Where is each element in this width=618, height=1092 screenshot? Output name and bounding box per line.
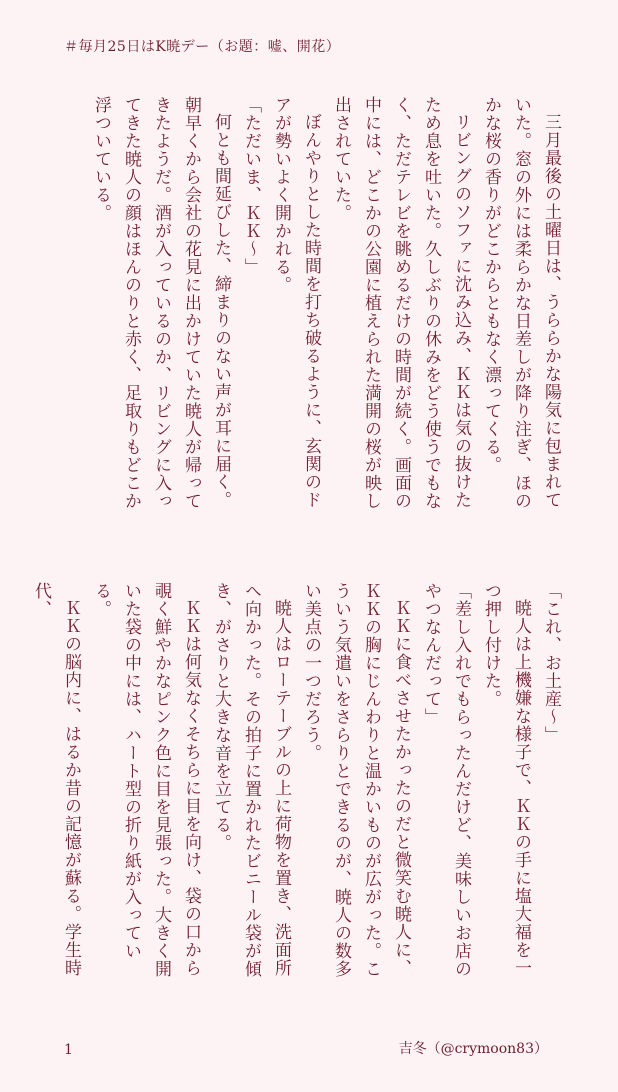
page-header-title: ＃毎月25日はK暁デー（お題：嘘、開花） (64, 39, 341, 55)
paragraph: ＫＫに食べさせたかったのだと微笑む暁人に、ＫＫの胸にじんわりと温かいものが広がった。こういう気遣いをさらりとできるのが、暁人の数多い美点の一つだろう。 (301, 582, 411, 978)
paragraph: 暁人はローテーブルの上に荷物を置き、洗面所へ向かった。その拍子に置かれたビニール袋が傾き、がさりと大きな音を立てる。 (211, 582, 291, 978)
dialogue-line: 「これ、お土産〜」 (541, 582, 561, 744)
paragraph: ぼんやりとした時間を打ち破るように、玄関のドアが勢いよく開かれる。 (271, 96, 321, 509)
body-text-lower (31, 582, 566, 992)
author-credit: 吉冬（@crymoon83） (398, 1041, 548, 1057)
paragraph: 三月最後の土曜日は、うららかな陽気に包まれていた。窓の外には柔らかな日差しが降り注ぎ、ほのかな桜の香りがどこからともなく漂ってくる。 (481, 96, 561, 510)
dialogue-line: 「差し入れでもらったんだけど、美味しいお店のやつなんだって」 (421, 582, 471, 978)
body-text-upper (66, 96, 566, 516)
paragraph: 暁人は上機嫌な様子で、ＫＫの手に塩大福を一つ押し付けた。 (481, 582, 531, 977)
paragraph: リビングのソファに沈み込み、ＫＫは気の抜けたため息を吐いた。久しぶりの休みをどう使うでもなく、ただテレビを眺めるだけの時間が続く。画面の中には、どこかの公園に植えられた満開の桜が映し出されていた。 (331, 96, 471, 510)
dialogue-line: 「ただいま、ＫＫ〜」 (241, 96, 261, 276)
paragraph: ＫＫの脳内に、はるか昔の記憶が蘇る。学生時代、 (31, 582, 81, 977)
page-number: 1 (64, 1042, 73, 1058)
paragraph: ＫＫは何気なくそちらに目を向け、袋の口から覗く鮮やかなピンク色に目を見張った。大きく開いた袋の中には、ハート型の折り紙が入っている。 (91, 582, 201, 978)
paragraph: 何とも間延びした、締まりのない声が耳に届く。朝早くから会社の花見に出かけていた暁人が帰ってきたようだ。酒が入っているのか、リビングに入ってきた暁人の顔はほんのりと赤く、足取りもどこか浮ついている。 (91, 96, 231, 510)
